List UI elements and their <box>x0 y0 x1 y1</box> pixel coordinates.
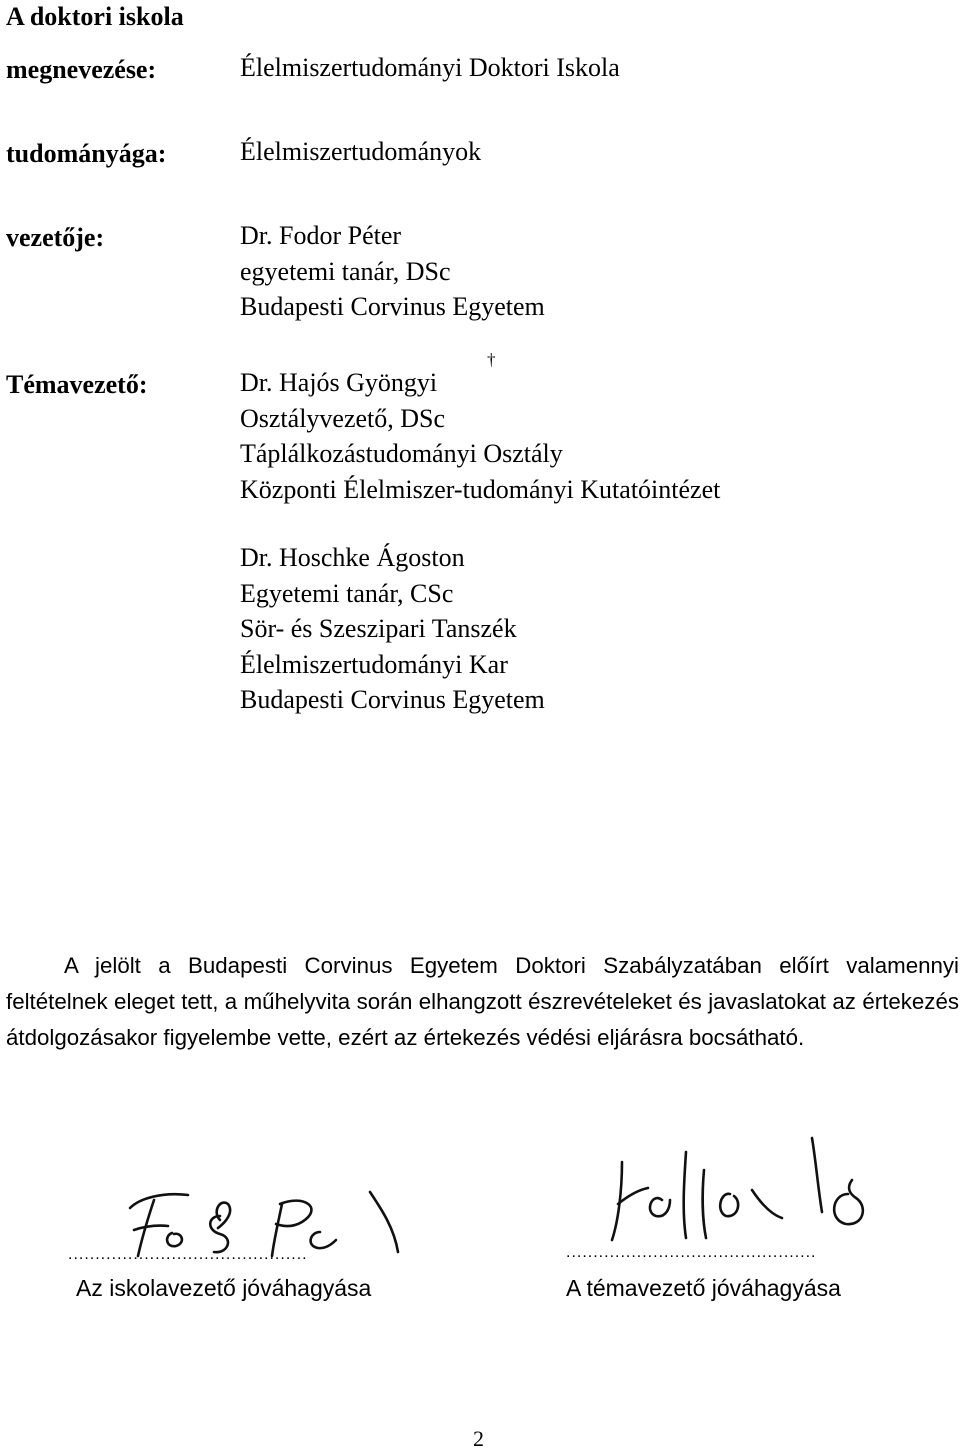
field-label: tudományága: <box>6 139 167 168</box>
supervisor-2-faculty: Élelmiszertudományi Kar <box>240 649 508 679</box>
supervisor-1-department: Táplálkozástudományi Osztály <box>240 439 563 468</box>
supervisor-2-name: Dr. Hoschke Ágoston <box>240 543 465 572</box>
field-value <box>240 134 481 170</box>
supervisor-1-institute: Központi Élelmiszer-tudományi Kutatóintézet <box>240 474 721 504</box>
head-title: egyetemi tanár, DSc <box>240 256 451 286</box>
supervisor-1-title: Osztályvezető, DSc <box>240 403 446 433</box>
school-name-label: megnevezése: <box>6 55 157 84</box>
head-institution: Budapesti Corvinus Egyetem <box>240 292 545 321</box>
supervisor-1-name: Dr. Hajós Gyöngyi <box>240 368 438 397</box>
school-head-signature-block <box>68 1178 468 1318</box>
doctoral-school-label: A doktori iskola <box>6 2 184 31</box>
supervisor-2-title: Egyetemi tanár, CSc <box>240 578 454 608</box>
supervisor-2-info <box>240 540 545 718</box>
supervisor-2-institution: Budapesti Corvinus Egyetem <box>240 685 545 714</box>
school-name-text: Élelmiszertudományi Doktori Iskola <box>240 53 620 82</box>
school-name-value <box>240 50 620 86</box>
school-head-info <box>240 218 545 325</box>
school-head-approval-caption: Az iskolavezető jóváhagyása <box>76 1275 372 1301</box>
school-head-signature-line: ............................................ <box>68 1246 308 1263</box>
supervisor-2-department: Sör- és Szeszipari Tanszék <box>240 614 517 643</box>
page-number: 2 <box>473 1426 484 1451</box>
head-name: Dr. Fodor Péter <box>240 221 402 250</box>
deceased-mark: † <box>487 350 496 369</box>
supervisor-label: Témavezető: <box>6 370 148 399</box>
supervisor-approval-caption: A témavezető jóváhagyása <box>566 1275 841 1301</box>
supervisor-1-info <box>240 365 720 507</box>
field-text: Élelmiszertudományok <box>240 137 482 166</box>
supervisor-signature <box>566 1132 906 1262</box>
supervisor-signature-line: .............................................. <box>566 1244 817 1261</box>
supervisor-signature-block <box>566 1132 960 1322</box>
approval-statement: A jelölt a Budapesti Corvinus Egyetem Doktori Szabályzatában előírt valamennyi feltételnek eleget tett, a műhelyvita során elhangzott észrevételeket és javaslatokat az értekezés átdolgozásakor figyelembe vette, ezért az értekezés védési eljárásra bocsátható. <box>6 953 959 1050</box>
head-label: vezetője: <box>6 223 105 252</box>
